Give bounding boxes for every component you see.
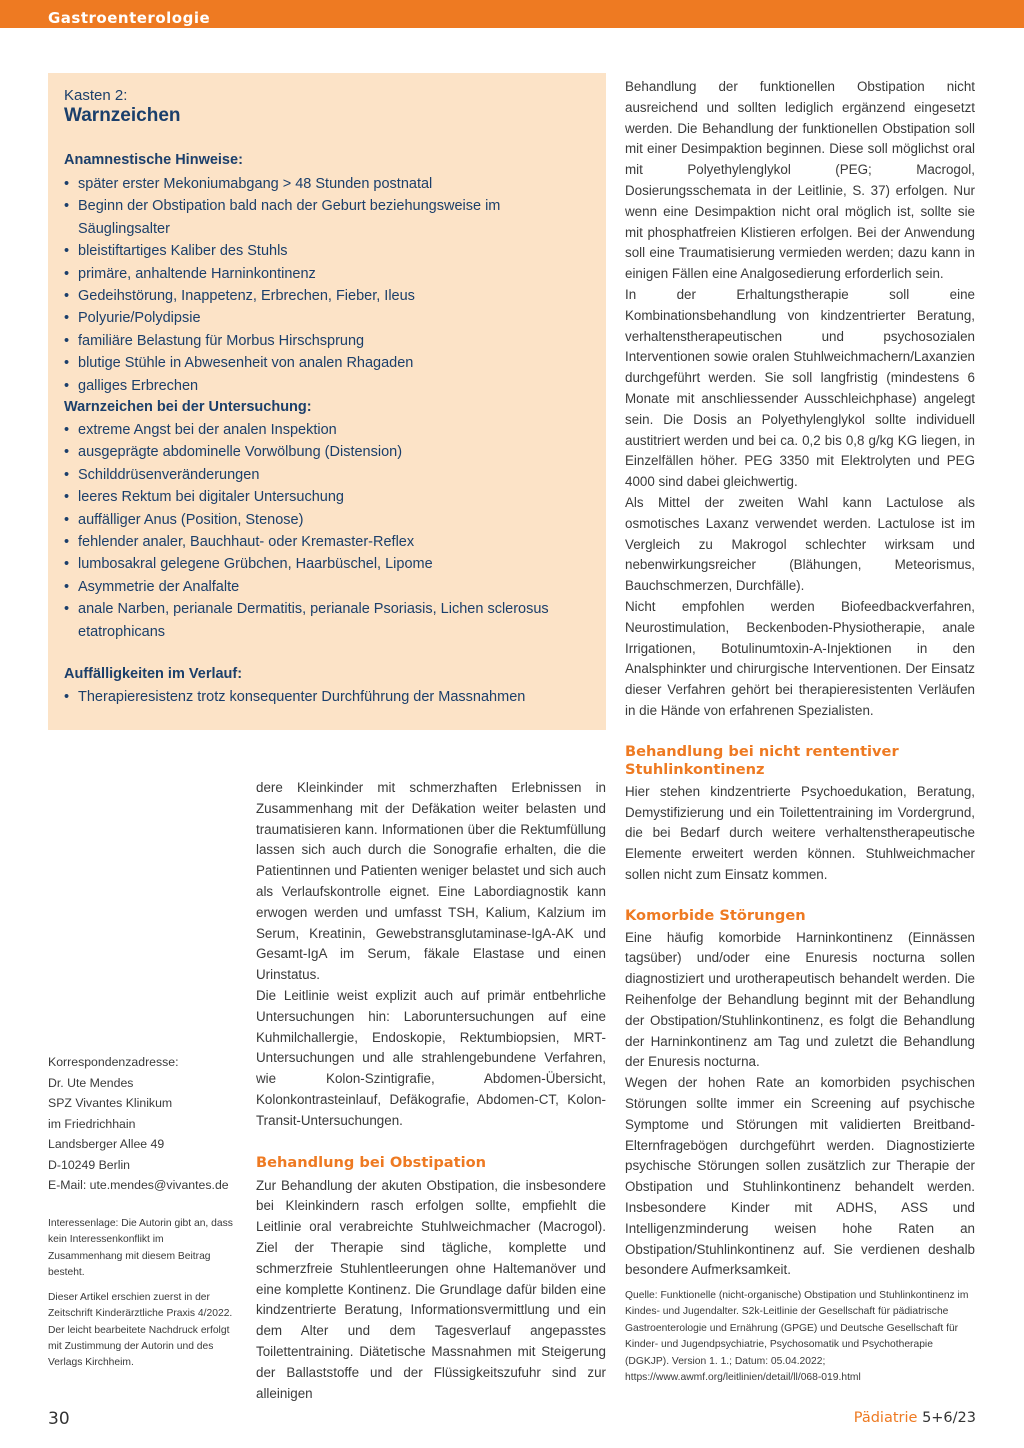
section-title: Gastroenterologie — [48, 9, 211, 27]
contact-address — [48, 1052, 238, 1196]
contact-line: Dr. Ute Mendes — [48, 1075, 134, 1090]
list-item: • Polyurie/Polydipsie — [64, 307, 594, 329]
list-item: • auffälliger Anus (Position, Stenose) — [64, 509, 594, 531]
contact-line: im Friedrichhain — [48, 1116, 136, 1131]
body-paragraph: Als Mittel der zweiten Wahl kann Lactulose als osmotisches Laxanz verwendet werden. Lactulose ist im Vergleich zu Makrogol schlechter wirksam und nebenwirkungsreicher (Blähungen, Meteorismus, Bauchschmerzen, Durchfälle). — [625, 494, 975, 594]
list-item: • Asymmetrie der Analfalte — [64, 576, 594, 598]
body-paragraph: Behandlung der funktionellen Obstipation nicht ausreichend und sollten lediglich ergänzend eingesetzt werden. Die Behandlung der funktionellen Obstipation soll mit einer Desimpaktion beginnen. Diese soll möglichst oral mit Polyethylenglykol (PEG; Macrogol, Dosierungsschemata in der Leitlinie, S. 37) erfolgen. Nur wenn eine Desimpaktion nicht oral möglich ist, sollte sie mit phosphatfreien Klistieren erfolgen. Bei der Anwendung soll eine Traumatisierung vermieden werden; dazu kann in einigen Fällen eine Analgosedierung erforderlich sein. — [625, 79, 975, 282]
body-paragraph: Nicht empfohlen werden Biofeedbackverfahren, Neurostimulation, Beckenboden-Physiotherapie, anale Irrigationen, Botulinumtoxin-A-Injektionen in den Analsphinkter und chirurgische Interventionen. Der Einsatz dieser Verfahren gehört bei therapieresistenten Verläufen in die Hände von erfahrenen Spezialisten. — [625, 598, 975, 718]
contact-email: E-Mail: ute.mendes@vivantes.de — [48, 1178, 229, 1192]
list-item: • Gedeihstörung, Inappetenz, Erbrechen, Fieber, Ileus — [64, 285, 594, 307]
page-number: 30 — [48, 1409, 70, 1429]
contact-line: D-10249 Berlin — [48, 1157, 131, 1172]
body-paragraph: Wegen der hohen Rate an komorbiden psychischen Störungen sollte immer ein Screening auf psychische Symptome und Störungen mit validierten Breitband-Elternfragebögen durchgeführt werden. Diagnostizierte psychische Störungen sollen zusätzlich zur Therapie der Obstipation und Stuhlinkontinenz behandelt werden. Insbesondere Kinder mit ADHS, ASS und Intelligenzminderung weisen hohe Raten an Obstipation/Stuhlinkontinenz auf. Sie verdienen deshalb besondere Aufmerksamkeit. — [625, 1075, 975, 1278]
list-item: • familiäre Belastung für Morbus Hirschsprung — [64, 330, 594, 352]
list-item: • Beginn der Obstipation bald nach der Geburt beziehungsweise im Säuglingsalter — [64, 195, 594, 240]
contact-line: Korrespondenzadresse: — [48, 1055, 179, 1069]
list-item: • galliges Erbrechen — [64, 375, 594, 397]
group-heading-anamnesis: Anamnestische Hinweise: — [64, 152, 243, 168]
conflict-of-interest-note: Interessenlage: Die Autorin gibt an, dass kein Interessenkonflikt im Zusammenhang mit diesem Beitrag besteht. — [48, 1218, 233, 1278]
journal-footer — [854, 1410, 976, 1426]
body-paragraph: dere Kleinkinder mit schmerzhaften Erlebnissen in Zusammenhang mit der Defäkation weiter belasten und traumatisieren kann. Informationen über die Rektumfüllung lassen sich auch durch die Sonografie erhalten, die die Patientinnen und Patienten weniger belastet und sich auch als Verlaufskontrolle eignet. Eine Labordiagnostik kann erwogen werden und umfasst TSH, Kalium, Kalzium im Serum, Kreatinin, Gewebstransglutaminase-IgA-AK und Gesamt-IgA im Serum, fäkale Elastase und einen Urinstatus. — [256, 780, 606, 983]
right-column — [625, 77, 975, 1281]
list-item: • ausgeprägte abdominelle Vorwölbung (Distension) — [64, 441, 594, 463]
course-list — [64, 686, 594, 708]
list-item: • blutige Stühle in Abwesenheit von analen Rhagaden — [64, 352, 594, 374]
heading-comorbid-disorders: Komorbide Störungen — [625, 906, 806, 924]
journal-issue: 5+6/23 — [922, 1410, 976, 1426]
list-item: • leeres Rektum bei digitaler Untersuchung — [64, 486, 594, 508]
box-title: Warnzeichen — [64, 105, 181, 126]
middle-column — [256, 778, 606, 1404]
anamnesis-list — [64, 173, 594, 397]
journal-name: Pädiatrie — [853, 1410, 918, 1426]
contact-line: Landsberger Allee 49 — [48, 1137, 165, 1151]
list-item: • später erster Mekoniumabgang > 48 Stunden postnatal — [64, 173, 594, 195]
source-reference: Quelle: Funktionelle (nicht-organische) Obstipation und Stuhlinkontinenz im Kindes- und Jugendalter. S2k-Leitlinie der Gesellschaft für pädiatrische Gastroenterologie und Ernährung (GPGE) und Deutsche Gesellschaft für Kinder- und Jugendpsychiatrie, Psychosomatik und Psychotherapie (DGKJP). Version 1. 1.; Datum: 05.04.2022; https://www.awmf.org/leitlinien/detail/ll/068-019.html — [625, 1290, 969, 1384]
body-paragraph: Zur Behandlung der akuten Obstipation, die insbesondere bei Kleinkindern rasch erfolgen sollte, empfiehlt die Leitlinie oral verabreichte Stuhlweichmacher (Macrogol). Ziel der Therapie sind tägliche, komplette und schmerzfreie Stuhlentleerungen ohne Haltemanöver und eine komplette Kontinenz. Die Grundlage dafür bilden eine kindzentrierte Beratung, Informationsvermittlung und ein dem Alter und dem Tagesverlauf angepasstes Toilettentraining. Diätetische Massnahmen mit Steigerung der Ballaststoffe und der Flüssigkeitszufuhr sind zur alleinigen — [256, 1177, 606, 1401]
body-paragraph: Hier stehen kindzentrierte Psychoedukation, Beratung, Demystifizierung und ein Toilettentraining im Vordergrund, die bei Bedarf durch weitere verhaltenstherapeutische Elemente erweitert werden können. Stuhlweichmacher sollen nicht zum Einsatz kommen. — [625, 783, 975, 882]
examination-list — [64, 419, 594, 643]
contact-line: SPZ Vivantes Klinikum — [48, 1096, 173, 1110]
section-header-bar — [0, 0, 1024, 28]
warning-signs-box — [48, 73, 606, 730]
list-item: • Therapieresistenz trotz konsequenter Durchführung der Massnahmen — [64, 686, 594, 708]
list-item: • primäre, anhaltende Harninkontinenz — [64, 263, 594, 285]
list-item: • fehlender analer, Bauchhaut- oder Kremaster-Reflex — [64, 531, 594, 553]
group-heading-course: Auffälligkeiten im Verlauf: — [64, 666, 243, 682]
body-paragraph: Eine häufig komorbide Harninkontinenz (Einnässen tagsüber) und/oder eine Enuresis nocturna sollen diagnostiziert und urotherapeutisch behandelt werden. Die Reihenfolge der Behandlung beginnt mit der Behandlung der Obstipation/Stuhlinkontinenz, es folgt die Behandlung der Harninkontinenz am Tag und zuletzt die Behandlung der Enuresis nocturna. — [625, 929, 975, 1070]
group-heading-examination: Warnzeichen bei der Untersuchung: — [64, 399, 312, 415]
box-label: Kasten 2: — [64, 87, 128, 104]
list-item: • bleistiftartiges Kaliber des Stuhls — [64, 240, 594, 262]
list-item: • extreme Angst bei der analen Inspektion — [64, 419, 594, 441]
heading-non-retentive-incontinence: Behandlung bei nicht rententiver Stuhlinkontinenz — [625, 742, 899, 778]
list-item: • lumbosakral gelegene Grübchen, Haarbüschel, Lipome — [64, 553, 594, 575]
list-item: • anale Narben, perianale Dermatitis, perianale Psoriasis, Lichen sclerosus etatrophicans — [64, 598, 594, 643]
heading-obstipation-treatment: Behandlung bei Obstipation — [256, 1153, 487, 1171]
list-item: • Schilddrüsenveränderungen — [64, 464, 594, 486]
reprint-note: Dieser Artikel erschien zuerst in der Zeitschrift Kinderärztliche Praxis 4/2022. Der leicht bearbeitete Nachdruck erfolgt mit Zustimmung der Autorin und des Verlags Kirchheim. — [48, 1292, 233, 1369]
body-paragraph: Die Leitlinie weist explizit auch auf primär entbehrliche Untersuchungen hin: Laboruntersuchungen auf eine Kuhmilchallergie, Endoskopie, Rektumbiopsien, MRT-Untersuchungen und alle strahlengebundene Verfahren, wie Kolon-Szintigrafie, Abdomen-Übersicht, Kolonkontrasteinlauf, Defäkografie, Abdomen-CT, Kolon-Transit-Untersuchungen. — [256, 987, 606, 1128]
body-paragraph: In der Erhaltungstherapie soll eine Kombinationsbehandlung von kindzentrierter Beratung, verhaltenstherapeutischen und psychosozialen Interventionen sowie oralen Stuhlweichmachern/Laxanzien durchgeführt werden. Sie soll langfristig (mindestens 6 Monate mit anschliessender Ausschleichphase) angelegt sein. Die Dosis an Polyethylenglykol sollte individuell austitriert werden und bei ca. 0,2 bis 0,8 g/kg KG liegen, in Einzelfällen höher. PEG 3350 mit Elektrolyten und PEG 4000 sind dabei gleichwertig. — [625, 286, 975, 490]
